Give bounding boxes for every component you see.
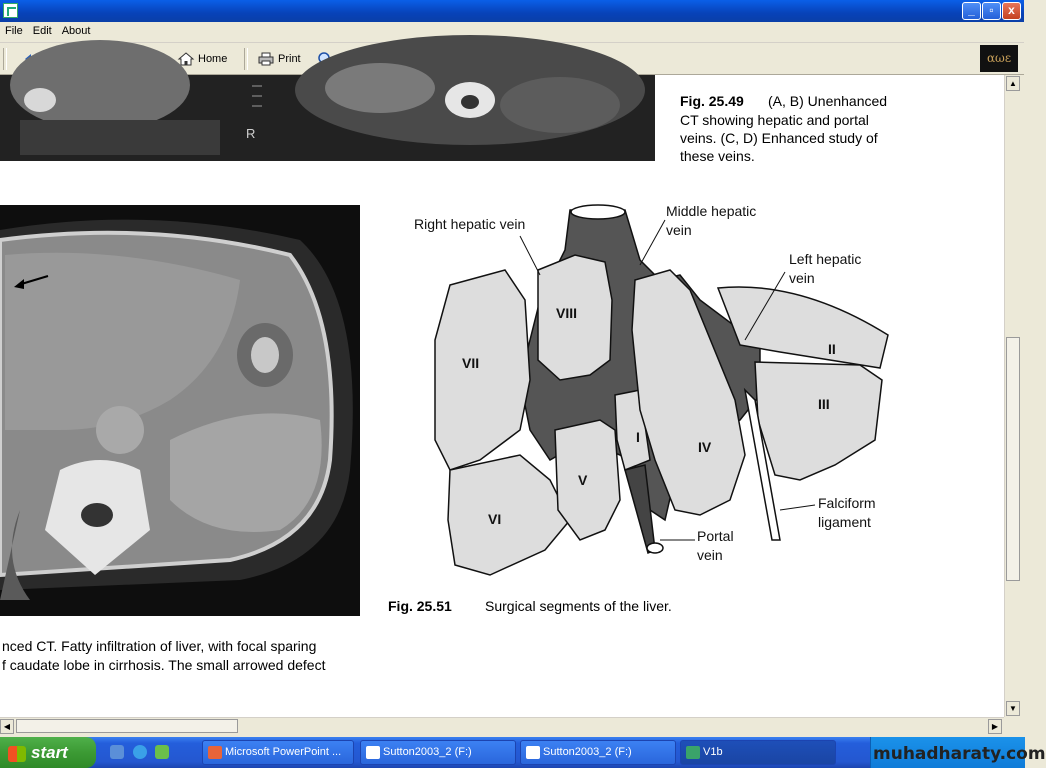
- task-folder-2[interactable]: [520, 740, 676, 765]
- fig-25-49-text-line4: these veins.: [680, 148, 755, 164]
- page-scan: [0, 75, 1004, 717]
- watermark: muhadharaty.com: [873, 744, 1046, 764]
- close-button[interactable]: x: [1002, 2, 1021, 20]
- document-view: [0, 75, 1004, 717]
- activity-logo-text: αωε: [986, 51, 1012, 65]
- task-powerpoint[interactable]: [202, 740, 354, 765]
- scrollbar-corner: [1004, 717, 1024, 734]
- right-hepatic-vein-label: Right hepatic vein: [414, 216, 526, 232]
- fig-25-49-text-line1: (A, B) Unenhanced: [768, 93, 888, 109]
- drive-icon: [366, 746, 380, 759]
- segment-vi-label: VI: [488, 511, 502, 527]
- horizontal-scrollbar[interactable]: [0, 717, 1004, 735]
- windows-logo-icon: [8, 746, 26, 762]
- quicklaunch-media-icon[interactable]: [155, 745, 169, 759]
- vertical-scroll-thumb[interactable]: [1006, 337, 1020, 581]
- task-v1b-label: V1b: [703, 746, 723, 758]
- activity-logo: [980, 45, 1018, 72]
- fig-25-49-text-line3: veins. (C, D) Enhanced study of: [680, 130, 878, 146]
- drive-icon: [526, 746, 540, 759]
- scroll-right-button[interactable]: ▶: [988, 719, 1002, 734]
- quicklaunch-desktop-icon[interactable]: [110, 745, 124, 759]
- toolbar-separator: [244, 48, 248, 70]
- window-titlebar[interactable]: [0, 0, 1024, 22]
- task-folder-1[interactable]: [360, 740, 516, 765]
- segment-iv-label: IV: [698, 439, 712, 455]
- powerpoint-icon: [208, 746, 222, 759]
- fig-25-49-text-line2: CT showing hepatic and portal: [680, 112, 869, 128]
- minimize-button[interactable]: _: [962, 2, 981, 20]
- segment-viii-label: VIII: [556, 305, 578, 321]
- ct-caption-line2: f caudate lobe in cirrhosis. The small arrowed defect: [2, 657, 326, 673]
- ct-caption-line1: nced CT. Fatty infiltration of liver, with focal sparing: [2, 638, 317, 654]
- left-hepatic-vein-label-line2: vein: [789, 270, 815, 286]
- falciform-ligament-label-line2: ligament: [818, 514, 871, 530]
- home-icon: [178, 52, 194, 66]
- menu-edit[interactable]: Edit: [32, 25, 52, 37]
- scroll-up-button[interactable]: ▲: [1006, 76, 1020, 91]
- segment-iii-label: III: [818, 396, 830, 412]
- toolbar-grip: [3, 48, 7, 70]
- home-label: Home: [198, 53, 228, 65]
- task-folder-1-label: Sutton2003_2 (F:): [383, 746, 472, 758]
- middle-hepatic-vein-label-line2: vein: [666, 222, 692, 238]
- segment-vii-label: VII: [462, 355, 480, 371]
- ct-orientation-marker: R: [246, 126, 256, 141]
- start-button[interactable]: [0, 737, 96, 768]
- maximize-button[interactable]: ▫: [982, 2, 1001, 20]
- ct-scan-image: [0, 205, 360, 616]
- horizontal-scroll-thumb[interactable]: [16, 719, 238, 733]
- print-label: Print: [278, 53, 301, 65]
- menu-about[interactable]: About: [61, 25, 91, 37]
- taskbar: [0, 737, 1024, 768]
- quicklaunch-ie-icon[interactable]: [133, 745, 147, 759]
- scroll-left-button[interactable]: ◀: [0, 719, 14, 734]
- printer-icon: [258, 52, 274, 66]
- print-button[interactable]: [258, 50, 301, 68]
- left-hepatic-vein-label-line1: Left hepatic: [789, 251, 862, 267]
- segment-v-label: V: [578, 472, 588, 488]
- portal-vein-label-line1: Portal: [697, 528, 734, 544]
- home-button[interactable]: [178, 50, 227, 68]
- portal-vein-label-line2: vein: [697, 547, 723, 563]
- menu-file[interactable]: File: [5, 25, 23, 37]
- app-icon: [686, 746, 700, 759]
- fig-25-51-text: Surgical segments of the liver.: [485, 598, 672, 614]
- start-label: start: [31, 743, 68, 762]
- task-folder-2-label: Sutton2003_2 (F:): [543, 746, 632, 758]
- middle-hepatic-vein-label-line1: Middle hepatic: [666, 203, 757, 219]
- task-v1b[interactable]: [680, 740, 836, 765]
- fig-25-51-label: Fig. 25.51: [388, 598, 452, 614]
- scroll-down-button[interactable]: ▼: [1006, 701, 1020, 716]
- fig-25-49-label: Fig. 25.49: [680, 93, 744, 109]
- segment-ii-label: II: [828, 341, 836, 357]
- task-powerpoint-label: Microsoft PowerPoint ...: [225, 746, 342, 758]
- segment-i-label: I: [636, 429, 640, 445]
- falciform-ligament-label-line1: Falciform: [818, 495, 876, 511]
- vertical-scrollbar[interactable]: [1004, 75, 1021, 717]
- app-icon: [3, 3, 18, 18]
